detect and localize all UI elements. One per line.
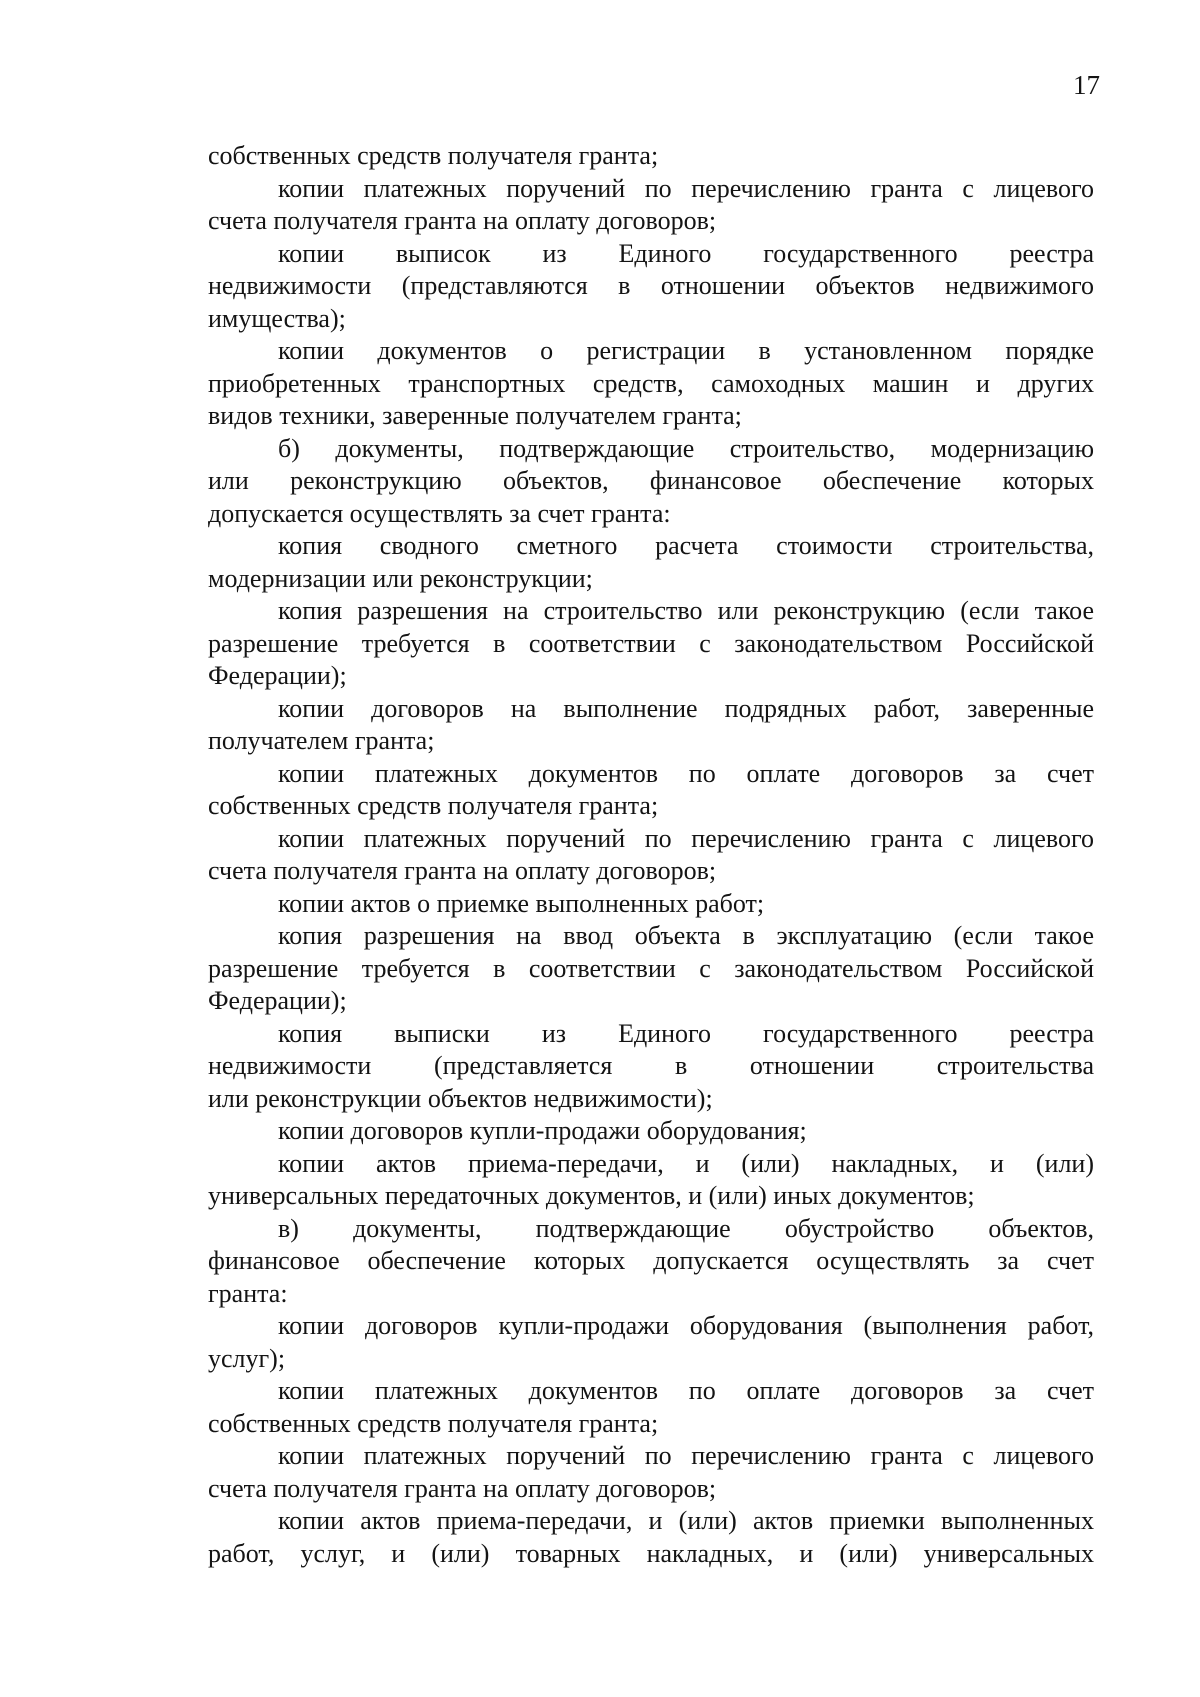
paragraph: [208, 823, 1094, 888]
paragraph-line: универсальных передаточных документов, и (или) иных документов;: [208, 1181, 975, 1210]
paragraph-line: услуг);: [208, 1343, 286, 1373]
paragraph-line: собственных средств получателя гранта;: [208, 791, 659, 820]
paragraph-line: копии договоров на выполнение подрядных работ, заверенные: [278, 693, 1094, 723]
paragraph: [208, 1505, 1094, 1570]
paragraph: [208, 433, 1094, 531]
page-number: 17: [1073, 70, 1100, 100]
paragraph-line: разрешение требуется в соответствии с законодательством Российской: [208, 953, 1094, 983]
paragraph: [208, 1115, 1094, 1148]
paragraph-line: копия разрешения на строительство или реконструкцию (если такое: [278, 596, 1094, 625]
paragraph-line: гранта:: [208, 1278, 288, 1308]
paragraph-line: собственных средств получателя гранта;: [208, 1408, 659, 1438]
paragraph-line: Федерации);: [208, 986, 347, 1015]
paragraph-line: копия сводного сметного расчета стоимости строительства,: [278, 531, 1094, 560]
paragraph-line: копии выписок из Единого государственного реестра: [278, 238, 1094, 268]
paragraph: [208, 335, 1094, 433]
paragraph-line: копия разрешения на ввод объекта в эксплуатацию (если такое: [278, 921, 1094, 950]
paragraph-line: или реконструкцию объектов, финансовое обеспечение которых: [208, 466, 1094, 495]
paragraph: [208, 1440, 1094, 1505]
paragraph-line: финансовое обеспечение которых допускается осуществлять за счет: [208, 1246, 1094, 1275]
paragraph: [208, 1375, 1094, 1440]
paragraph-line: недвижимости (представляются в отношении объектов недвижимого: [208, 271, 1094, 300]
paragraph-line: или реконструкции объектов недвижимости);: [208, 1083, 713, 1113]
paragraph: [208, 920, 1094, 1018]
paragraph: [208, 888, 1094, 921]
paragraph-line: копии актов о приемке выполненных работ;: [278, 888, 765, 918]
paragraph-line: Федерации);: [208, 661, 347, 690]
paragraph-line: получателем гранта;: [208, 726, 435, 755]
paragraph: [208, 758, 1094, 823]
paragraph-line: копии платежных поручений по перечислению гранта с лицевого: [278, 173, 1094, 203]
paragraph: [208, 238, 1094, 336]
paragraph-line: видов техники, заверенные получателем гранта;: [208, 401, 742, 430]
paragraph-line: счета получателя гранта на оплату договоров;: [208, 1473, 717, 1503]
paragraph: [208, 530, 1094, 595]
paragraph-line: копии платежных документов по оплате договоров за счет: [278, 758, 1094, 788]
paragraph-line: работ, услуг, и (или) товарных накладных, и (или) универсальных: [208, 1538, 1094, 1568]
paragraph-line: счета получателя гранта на оплату договоров;: [208, 206, 717, 235]
paragraph-line: копии платежных поручений по перечислению гранта с лицевого: [278, 1441, 1094, 1470]
paragraph-line: в) документы, подтверждающие обустройство объектов,: [278, 1213, 1094, 1243]
paragraph-line: б) документы, подтверждающие строительство, модернизацию: [278, 433, 1094, 463]
paragraph-line: копии платежных документов по оплате договоров за счет: [278, 1376, 1094, 1405]
paragraph-line: модернизации или реконструкции;: [208, 563, 593, 593]
paragraph-line: недвижимости (представляется в отношении строительства: [208, 1051, 1094, 1080]
paragraph-line: копии актов приема-передачи, и (или) накладных, и (или): [278, 1148, 1094, 1178]
paragraph: [208, 1018, 1094, 1116]
paragraph-line: копии платежных поручений по перечислению гранта с лицевого: [278, 823, 1094, 853]
paragraph-line: приобретенных транспортных средств, самоходных машин и других: [208, 368, 1094, 398]
paragraph: [208, 693, 1094, 758]
paragraph-line: допускается осуществлять за счет гранта:: [208, 498, 671, 528]
paragraph-line: копии договоров купли-продажи оборудования (выполнения работ,: [278, 1311, 1094, 1340]
paragraph-line: копии документов о регистрации в установленном порядке: [278, 336, 1094, 365]
paragraph: [208, 1148, 1094, 1213]
paragraph-line: имущества);: [208, 303, 346, 333]
paragraph: [208, 140, 1094, 173]
paragraph-line: собственных средств получателя гранта;: [208, 141, 659, 170]
paragraph: [208, 595, 1094, 693]
paragraph: [208, 1213, 1094, 1311]
paragraph: [208, 1310, 1094, 1375]
paragraph-line: копии актов приема-передачи, и (или) актов приемки выполненных: [278, 1506, 1094, 1535]
paragraph-line: копия выписки из Единого государственного реестра: [278, 1018, 1094, 1048]
document-body: [208, 140, 1094, 1570]
paragraph-line: копии договоров купли-продажи оборудования;: [278, 1116, 807, 1145]
paragraph-line: разрешение требуется в соответствии с законодательством Российской: [208, 628, 1094, 658]
paragraph: [208, 173, 1094, 238]
paragraph-line: счета получателя гранта на оплату договоров;: [208, 856, 717, 885]
